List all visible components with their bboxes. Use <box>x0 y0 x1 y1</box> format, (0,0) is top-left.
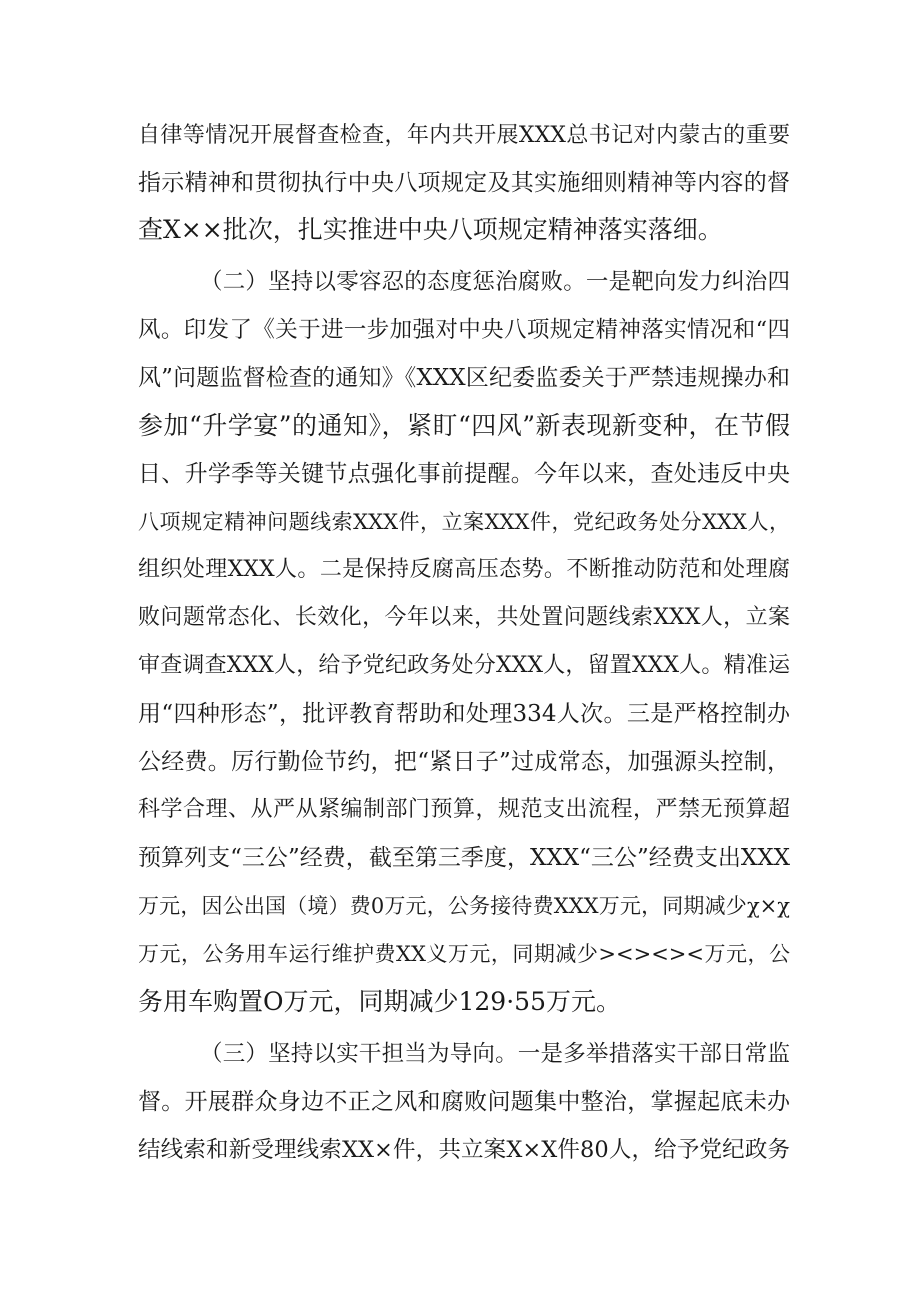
body-text-line: 风。印发了《关于进一步加强对中央八项规定精神落实情况和“四 <box>138 317 790 343</box>
body-text-line: 科学合理、从严从紧编制部门预算，规范支出流程，严禁无预算超 <box>138 797 790 822</box>
body-text-line: 用“四种形态”，批评教育帮助和处理334人次。三是严格控制办 <box>138 701 790 727</box>
body-text-line: 公经费。厉行勤俭节约，把“紧日子”过成常态，加强源头控制， <box>138 749 790 775</box>
section-heading-line: （三）坚持以实干担当为导向。一是多举措落实干部日常监 <box>200 1041 790 1067</box>
body-text-line: 结线索和新受理线索XX×件，共立案X×X件80人，给予党纪政务 <box>138 1137 790 1163</box>
body-text-line: 败问题常态化、长效化，今年以来，共处置问题线索XXX人，立案 <box>138 605 790 630</box>
body-text-line: 万元，公务用车运行维护费XX义万元，同期减少><><><万元，公 <box>138 942 790 966</box>
body-text-line: 预算列支“三公”经费，截至第三季度，XXX“三公”经费支出XXX <box>138 845 790 871</box>
body-text-line: 日、升学季等关键节点强化事前提醒。今年以来，查处违反中央 <box>138 461 790 487</box>
body-text-line: 督。开展群众身边不正之风和腐败问题集中整治，掌握起底未办 <box>138 1089 790 1115</box>
body-text-line: 指示精神和贯彻执行中央八项规定及其实施细则精神等内容的督 <box>138 170 790 196</box>
body-text-line: 查X××批次，扎实推进中央八项规定精神落实落细。 <box>138 215 723 244</box>
body-text-line: 风”问题监督检查的通知》《XXX区纪委监委关于严禁违规操办和 <box>138 365 790 391</box>
body-text-line: 八项规定精神问题线索XXX件，立案XXX件，党纪政务处分XXX人， <box>138 510 790 534</box>
body-text-line: 参加“升学宴”的通知》，紧盯“四风”新表现新变种，在节假 <box>138 411 790 440</box>
body-text-line: 自律等情况开展督查检查，年内共开展XXX总书记对内蒙古的重要 <box>138 123 790 148</box>
section-heading-line: （二）坚持以零容忍的态度惩治腐败。一是靶向发力纠治四 <box>200 269 790 295</box>
body-text-line: 万元，因公出国（境）费0万元，公务接待费XXX万元，同期减少χ×χ <box>138 894 790 918</box>
body-text-line: 务用车购置O万元，同期减少129·55万元。 <box>138 987 621 1016</box>
body-text-line: 组织处理XXX人。二是保持反腐高压态势。不断推动防范和处理腐 <box>138 557 790 582</box>
body-text-line: 审查调查XXX人，给予党纪政务处分XXX人，留置XXX人。精准运 <box>138 653 790 678</box>
